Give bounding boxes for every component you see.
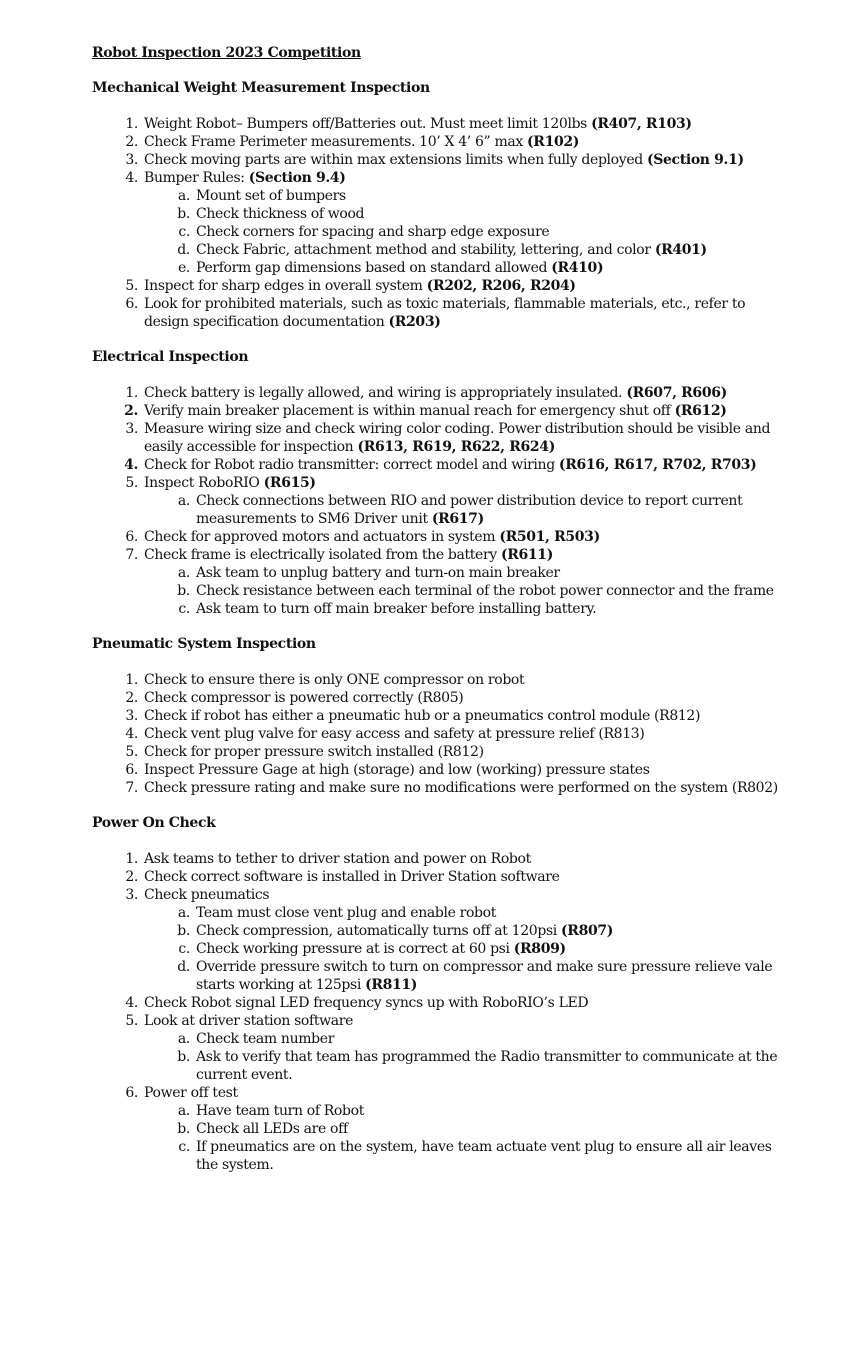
item-number: 1. [125,672,138,688]
item-number: d. [177,242,190,258]
list-item [92,151,782,169]
item-number: 5. [125,1013,138,1029]
rule-reference: (R607, R606) [626,385,727,401]
list-item [92,868,782,886]
item-text: Check Fabric, attachment method and stability, lettering, and color [196,242,655,258]
sub-list [92,564,782,618]
sub-list-item [92,205,782,223]
item-number: 4. [125,726,138,742]
item-text: Inspect Pressure Gage at high (storage) and low (working) pressure states [144,762,650,778]
item-text: Check connections between RIO and power distribution device to report current measurements to SM6 Driver unit [196,493,743,527]
list-item [92,420,782,456]
list-item [92,456,782,474]
sub-list [92,1102,782,1174]
sub-list-item [92,492,782,528]
rule-reference: (R811) [365,977,418,993]
list-item [92,528,782,546]
item-number: 5. [125,744,138,760]
rule-reference: (R102) [527,134,580,150]
item-number: a. [177,905,190,921]
list-item [92,886,782,994]
item-text: Ask to verify that team has programmed the Radio transmitter to communicate at the current event. [196,1049,778,1083]
item-text: Inspect for sharp edges in overall system [144,278,427,294]
sub-list-item [92,223,782,241]
item-number: a. [177,1103,190,1119]
item-text: Check moving parts are within max extensions limits when fully deployed [144,152,647,168]
rule-reference: (R202, R206, R204) [426,278,576,294]
item-text: Measure wiring size and check wiring color coding. Power distribution should be visible and easily accessible for inspection [144,421,771,455]
sub-list-item [92,1048,782,1084]
section-heading: Pneumatic System Inspection [92,636,316,652]
sub-list-item [92,1030,782,1048]
item-number: 3. [125,152,138,168]
section-heading: Power On Check [92,815,216,831]
item-text: Inspect RoboRIO [144,475,264,491]
item-number: 5. [125,475,138,491]
item-text: Check team number [196,1031,335,1047]
item-text: Check resistance between each terminal of the robot power connector and the frame [196,583,774,599]
item-text: Ask team to unplug battery and turn-on main breaker [196,565,560,581]
item-text: Mount set of bumpers [196,188,346,204]
item-text: Check vent plug valve for easy access and safety at pressure relief (R813) [144,726,645,742]
item-text: Team must close vent plug and enable robot [196,905,497,921]
item-text: Check battery is legally allowed, and wiring is appropriately insulated. [144,385,627,401]
rule-reference: (R616, R617, R702, R703) [558,457,757,473]
rule-reference: (R611) [500,547,553,563]
item-number: 1. [125,385,138,401]
item-number: c. [178,601,190,617]
item-number: 6. [125,296,138,312]
item-number: c. [178,224,190,240]
rule-reference: (R410) [551,260,604,276]
item-number: 6. [125,1085,138,1101]
item-number: a. [177,493,190,509]
item-number: 3. [125,708,138,724]
item-text: Weight Robot– Bumpers off/Batteries out. Must meet limit 120lbs [144,116,592,132]
item-text: Check for Robot radio transmitter: correct model and wiring [144,457,559,473]
item-number: 2. [125,134,138,150]
rule-reference: (R807) [561,923,614,939]
rule-reference: (R809) [513,941,566,957]
item-number: 7. [125,780,138,796]
sub-list [92,492,782,528]
item-text: Override pressure switch to turn on compressor and make sure pressure relieve vale starts working at 125psi [196,959,773,993]
list-item [92,277,782,295]
rule-reference: (R203) [388,314,441,330]
item-number: d. [177,959,190,975]
item-number: 4. [124,457,138,473]
item-text: Check thickness of wood [196,206,365,222]
rule-reference: (R407, R103) [591,116,692,132]
item-text: Check Frame Perimeter measurements. 10’ X 4’ 6” max [144,134,528,150]
rule-reference: (R401) [654,242,707,258]
item-text: Ask teams to tether to driver station and power on Robot [144,851,531,867]
document-title: Robot Inspection 2023 Competition [92,45,361,61]
sub-list-item [92,1138,782,1174]
list-item [92,743,782,761]
item-number: a. [177,1031,190,1047]
rule-reference: (Section 9.1) [646,152,744,168]
item-number: b. [177,206,190,222]
item-number: 5. [125,278,138,294]
rule-reference: (R615) [263,475,316,491]
item-number: c. [178,941,190,957]
rule-reference: (R501, R503) [499,529,600,545]
list-item [92,725,782,743]
item-number: b. [177,583,190,599]
list-item [92,779,782,797]
item-text: Check compression, automatically turns off at 120psi [196,923,562,939]
item-text: If pneumatics are on the system, have team actuate vent plug to ensure all air leaves the system. [196,1139,772,1173]
sub-list [92,187,782,277]
item-number: 3. [125,421,138,437]
section-heading: Electrical Inspection [92,349,249,365]
list-item [92,133,782,151]
item-number: b. [177,923,190,939]
list-item [92,295,782,331]
sub-list-item [92,564,782,582]
item-number: 4. [125,995,138,1011]
list-item [92,384,782,402]
item-text: Power off test [144,1085,238,1101]
sub-list-item [92,582,782,600]
item-number: a. [177,565,190,581]
list-item [92,1012,782,1084]
rule-reference: (Section 9.4) [248,170,346,186]
numbered-list [92,384,782,618]
numbered-list [92,115,782,331]
sections-container [92,79,782,1174]
item-text: Check working pressure at is correct at 60 psi [196,941,514,957]
sub-list-item [92,1120,782,1138]
item-text: Check frame is electrically isolated from the battery [144,547,501,563]
item-number: 1. [125,116,138,132]
item-text: Check all LEDs are off [196,1121,348,1137]
rule-reference: (R613, R619, R622, R624) [357,439,555,455]
document-page [92,44,782,1191]
list-item [92,169,782,277]
list-item [92,474,782,528]
sub-list-item [92,600,782,618]
list-item [92,402,782,420]
sub-list-item [92,187,782,205]
rule-reference: (R612) [674,403,727,419]
sub-list-item [92,940,782,958]
list-item [92,689,782,707]
section-heading: Mechanical Weight Measurement Inspection [92,80,430,96]
sub-list-item [92,922,782,940]
item-number: 1. [125,851,138,867]
item-text: Have team turn of Robot [196,1103,364,1119]
item-text: Look for prohibited materials, such as toxic materials, flammable materials, etc., refer to design specification documentation [144,296,746,330]
item-text: Check if robot has either a pneumatic hub or a pneumatics control module (R812) [144,708,701,724]
sub-list-item [92,241,782,259]
item-text: Check to ensure there is only ONE compressor on robot [144,672,525,688]
item-number: c. [178,1139,190,1155]
rule-reference: (R617) [431,511,484,527]
item-text: Check for approved motors and actuators in system [144,529,500,545]
item-number: 3. [125,887,138,903]
item-text: Bumper Rules: [144,170,249,186]
list-item [92,761,782,779]
list-item [92,1084,782,1174]
item-text: Check for proper pressure switch installed (R812) [144,744,484,760]
item-text: Perform gap dimensions based on standard allowed [196,260,552,276]
item-number: 6. [125,762,138,778]
item-number: a. [177,188,190,204]
item-text: Check compressor is powered correctly (R805) [144,690,464,706]
item-number: 6. [125,529,138,545]
sub-list [92,904,782,994]
list-item [92,850,782,868]
item-number: e. [177,260,190,276]
item-text: Ask team to turn off main breaker before installing battery. [196,601,597,617]
list-item [92,671,782,689]
item-text: Check pneumatics [144,887,270,903]
item-text: Check pressure rating and make sure no modifications were performed on the system (R802) [144,780,778,796]
sub-list-item [92,259,782,277]
numbered-list [92,671,782,797]
list-item [92,546,782,618]
list-item [92,115,782,133]
list-item [92,994,782,1012]
item-number: b. [177,1049,190,1065]
numbered-list [92,850,782,1174]
item-text: Check corners for spacing and sharp edge exposure [196,224,550,240]
item-text: Look at driver station software [144,1013,354,1029]
item-number: 2. [124,403,138,419]
item-number: 7. [125,547,138,563]
sub-list-item [92,1102,782,1120]
item-number: b. [177,1121,190,1137]
item-number: 2. [125,690,138,706]
item-text: Check Robot signal LED frequency syncs up with RoboRIO’s LED [144,995,589,1011]
item-number: 4. [125,170,138,186]
sub-list-item [92,958,782,994]
item-text: Verify main breaker placement is within manual reach for emergency shut off [144,403,675,419]
item-text: Check correct software is installed in Driver Station software [144,869,560,885]
sub-list-item [92,904,782,922]
list-item [92,707,782,725]
sub-list [92,1030,782,1084]
item-number: 2. [125,869,138,885]
